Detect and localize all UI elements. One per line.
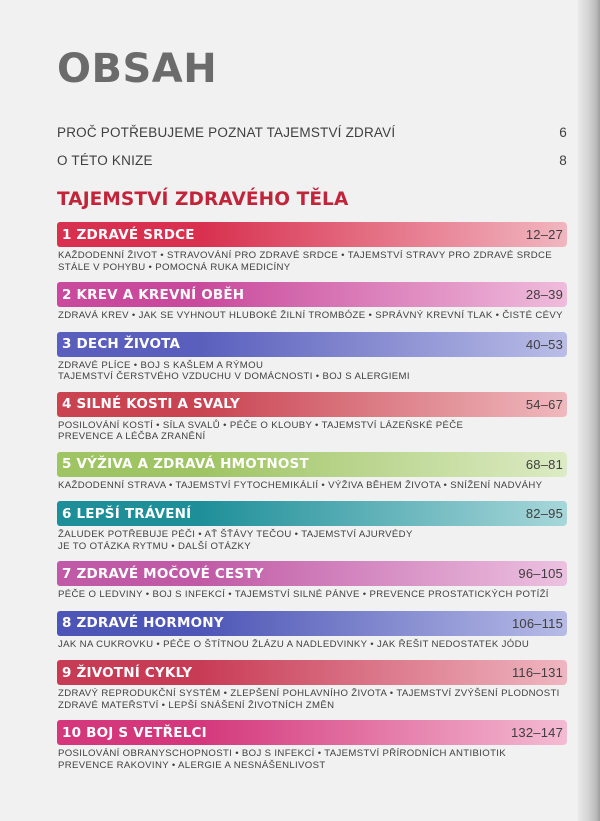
page-edge-shadow	[578, 0, 600, 821]
chapter-bar[interactable]	[57, 282, 567, 307]
chapter-topic-line: STÁLE V POHYBU • POMOCNÁ RUKA MEDICÍNY	[58, 261, 291, 273]
chapter-title: 8 ZDRAVÉ HORMONY	[62, 615, 224, 631]
chapter-page-range: 54–67	[525, 396, 563, 412]
chapter-entry	[57, 452, 567, 492]
chapter-bar[interactable]	[57, 452, 567, 477]
chapter-topic-line: PREVENCE A LÉČBA ZRANĚNÍ	[58, 431, 206, 442]
chapter-topics	[57, 307, 567, 322]
intro-list	[57, 124, 567, 180]
chapter-topic-line: POSILOVÁNÍ KOSTÍ • SÍLA SVALŮ • PÉČE O KLOUBY • TAJEMSTVÍ LÁZEŇSKÉ PÉČE	[58, 419, 464, 431]
chapter-topics	[57, 745, 567, 771]
chapter-topic-line: ZDRAVÁ KREV • JAK SE VYHNOUT HLUBOKÉ ŽILNÍ TROMBÓZE • SPRÁVNÝ KREVNÍ TLAK • ČISTÉ CÉVY	[58, 310, 563, 321]
chapter-topics	[57, 247, 567, 273]
intro-entry-label: O TÉTO KNIZE	[57, 153, 153, 168]
chapter-topics	[57, 357, 567, 383]
chapter-title: 7 ZDRAVÉ MOČOVÉ CESTY	[62, 565, 264, 582]
chapter-topic-line: KAŽDODENNÍ STRAVA • TAJEMSTVÍ FYTOCHEMIKÁLIÍ • VÝŽIVA BĚHEM ŽIVOTA • SNÍŽENÍ NADVÁHY	[58, 479, 543, 491]
intro-entry[interactable]	[57, 152, 567, 180]
chapter-title: 2 KREV A KREVNÍ OBĚH	[62, 286, 245, 303]
chapter-topics	[57, 477, 567, 492]
chapter-topics	[57, 636, 567, 651]
chapter-list	[57, 222, 567, 780]
chapter-topic-line: JE TO OTÁZKA RYTMU • DALŠÍ OTÁZKY	[58, 540, 251, 552]
chapter-topic-line: ZDRAVÉ MATEŘSTVÍ • LEPŠÍ SNÁŠENÍ ŽIVOTNÍCH ZMĚN	[58, 699, 335, 711]
chapter-entry	[57, 660, 567, 711]
chapter-entry	[57, 332, 567, 383]
chapter-title: 4 SILNÉ KOSTI A SVALY	[62, 396, 240, 412]
chapter-bar[interactable]	[57, 501, 567, 526]
chapter-topic-line: ŽALUDEK POTŘEBUJE PÉČI • AŤ ŠŤÁVY TEČOU • TAJEMSTVÍ AJURVÉDY	[58, 529, 413, 540]
chapter-topic-line: PREVENCE RAKOVINY • ALERGIE A NESNÁŠENLIVOST	[58, 759, 326, 771]
chapter-bar[interactable]	[57, 660, 567, 685]
chapter-page-range: 132–147	[510, 725, 563, 740]
chapter-topic-line: TAJEMSTVÍ ČERSTVÉHO VZDUCHU V DOMÁCNOSTI • BOJ S ALERGIEMI	[58, 371, 410, 382]
chapter-topic-line: KAŽDODENNÍ ŽIVOT • STRAVOVÁNÍ PRO ZDRAVÉ SRDCE • TAJEMSTVÍ STRAVY PRO ZDRAVÉ SRDCE	[58, 250, 553, 261]
chapter-bar[interactable]	[57, 720, 567, 745]
chapter-bar[interactable]	[57, 222, 567, 247]
chapter-page-range: 116–131	[511, 665, 563, 680]
chapter-bar[interactable]	[57, 561, 567, 586]
chapter-title: 1 ZDRAVÉ SRDCE	[62, 226, 195, 243]
intro-entry-page: 6	[559, 125, 567, 140]
chapter-entry	[57, 282, 567, 322]
chapter-title: 6 LEPŠÍ TRÁVENÍ	[62, 505, 192, 522]
chapter-page-range: 106–115	[511, 615, 563, 631]
chapter-bar[interactable]	[57, 611, 567, 636]
chapter-entry	[57, 222, 567, 273]
chapter-entry	[57, 501, 567, 552]
chapter-page-range: 12–27	[525, 227, 563, 242]
chapter-page-range: 68–81	[525, 456, 563, 472]
chapter-topics	[57, 526, 567, 552]
chapter-topic-line: JAK NA CUKROVKU • PÉČE O ŠTÍTNOU ŽLÁZU A NADLEDVINKY • JAK ŘEŠIT NEDOSTATEK JÓDU	[58, 638, 530, 650]
chapter-page-range: 28–39	[525, 287, 563, 302]
chapter-title: 9 ŽIVOTNÍ CYKLY	[62, 664, 193, 681]
intro-entry[interactable]	[57, 124, 567, 152]
chapter-bar[interactable]	[57, 392, 567, 417]
chapter-page-range: 82–95	[525, 506, 563, 521]
chapter-topics	[57, 586, 567, 601]
chapter-topic-line: PÉČE O LEDVINY • BOJ S INFEKCÍ • TAJEMSTVÍ SILNÉ PÁNVE • PREVENCE PROSTATICKÝCH POTÍŽÍ	[58, 589, 549, 600]
page-title: OBSAH	[57, 46, 218, 92]
chapter-topic-line: ZDRAVÉ PLÍCE • BOJ S KAŠLEM A RÝMOU	[58, 359, 264, 371]
chapter-topic-line: ZDRAVÝ REPRODUKČNÍ SYSTÉM • ZLEPŠENÍ POHLAVNÍHO ŽIVOTA • TAJEMSTVÍ ZVÝŠENÍ PLODNOSTI	[58, 688, 560, 699]
chapter-entry	[57, 720, 567, 771]
chapter-entry	[57, 392, 567, 443]
intro-entry-page: 8	[559, 153, 567, 168]
section-title: TAJEMSTVÍ ZDRAVÉHO TĚLA	[57, 189, 349, 210]
chapter-entry	[57, 561, 567, 601]
chapter-page-range: 40–53	[525, 336, 563, 352]
chapter-title: 5 VÝŽIVA A ZDRAVÁ HMOTNOST	[62, 456, 309, 472]
chapter-page-range: 96–105	[518, 566, 563, 581]
chapter-entry	[57, 611, 567, 651]
chapter-topic-line: POSILOVÁNÍ OBRANYSCHOPNOSTI • BOJ S INFEKCÍ • TAJEMSTVÍ PŘÍRODNÍCH ANTIBIOTIK	[58, 748, 507, 759]
chapter-topics	[57, 685, 567, 711]
chapter-bar[interactable]	[57, 332, 567, 357]
chapter-topics	[57, 417, 567, 443]
chapter-title: 10 BOJ S VETŘELCI	[62, 724, 207, 741]
chapter-title: 3 DECH ŽIVOTA	[62, 336, 181, 352]
intro-entry-label: PROČ POTŘEBUJEME POZNAT TAJEMSTVÍ ZDRAVÍ	[57, 125, 396, 140]
